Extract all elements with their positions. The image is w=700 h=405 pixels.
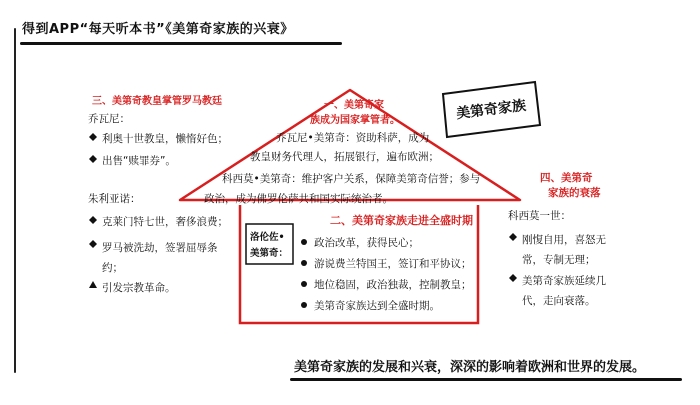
left-person1: 乔瓦尼：	[88, 113, 130, 125]
bullet-diamond	[89, 155, 97, 163]
page-title: 得到APP“每天听本书”《美第奇家族的兴衰》	[22, 22, 294, 37]
lower-bullet-4: 美第奇家族达到全盛时期。	[314, 300, 440, 312]
footer-summary: 美第奇家族的发展和兴衰，深深的影响着欧洲和世界的发展。	[294, 360, 646, 375]
left-bullet1-1: 利奥十世教皇，懒惰好色；	[102, 133, 228, 145]
roof-heading-line2: 族成为国家掌管者。	[310, 115, 400, 126]
side-label-line1: 洛伦佐•	[250, 232, 285, 243]
roof-heading-line1: 一、美第奇家	[324, 100, 384, 111]
bullet-dot	[301, 281, 307, 287]
roof-line4: 政治，成为佛罗伦萨共和国实际统治者。	[204, 193, 393, 205]
left-bullet2-3: 引发宗教革命。	[102, 282, 176, 294]
left-bullet2-1: 克莱门特七世，奢侈浪费；	[102, 216, 228, 228]
lower-bullet-1: 政治改革，获得民心；	[314, 237, 419, 249]
bullet-diamond	[509, 233, 517, 241]
lower-bullet-2: 游说费兰特国王，签订和平协议；	[314, 258, 472, 270]
left-bullet2-2: 罗马被洗劫，签署屈辱条约；	[102, 242, 218, 274]
bullet-diamond	[89, 216, 97, 224]
right-bullet-1: 刚愎自用，喜怒无常，专制无理；	[522, 234, 606, 266]
bullet-diamond	[509, 274, 517, 282]
lower-bullet-3: 地位稳固，政治独裁，控制教皇；	[314, 279, 472, 291]
bullet-diamond	[89, 240, 97, 248]
roof-line3: 科西莫•美第奇：维护客户关系，保障美第奇信誉；参与	[222, 173, 481, 185]
bullet-dot	[301, 239, 307, 245]
roof-line1: 乔瓦尼•美第奇：资助科萨，成为	[276, 132, 430, 144]
footer-underline	[290, 378, 682, 381]
bullet-dot	[301, 260, 307, 266]
right-heading-line1: 四、美第奇	[540, 172, 593, 184]
side-label-line2: 美第奇：	[250, 248, 289, 259]
bullet-dot	[301, 302, 307, 308]
left-heading: 三、美第奇教皇掌管罗马教廷	[92, 96, 222, 107]
lower-heading: 二、美第奇家族走进全盛时期	[330, 214, 473, 227]
right-bullet-2: 美第奇家族延续几代，走向衰落。	[522, 275, 606, 307]
left-bullet1-2: 出售“赎罪券”。	[102, 155, 176, 167]
title-box-text: 美第奇家族	[455, 97, 527, 123]
bullet-diamond	[89, 133, 97, 141]
bullet-triangle	[89, 281, 97, 288]
right-person: 科西莫一世：	[508, 210, 571, 222]
right-heading-line2: 家族的衰落	[548, 187, 601, 199]
roof-line2: 教皇财务代理人，拓展银行，遍布欧洲；	[250, 151, 439, 163]
left-person2: 朱利亚诺：	[88, 193, 141, 205]
